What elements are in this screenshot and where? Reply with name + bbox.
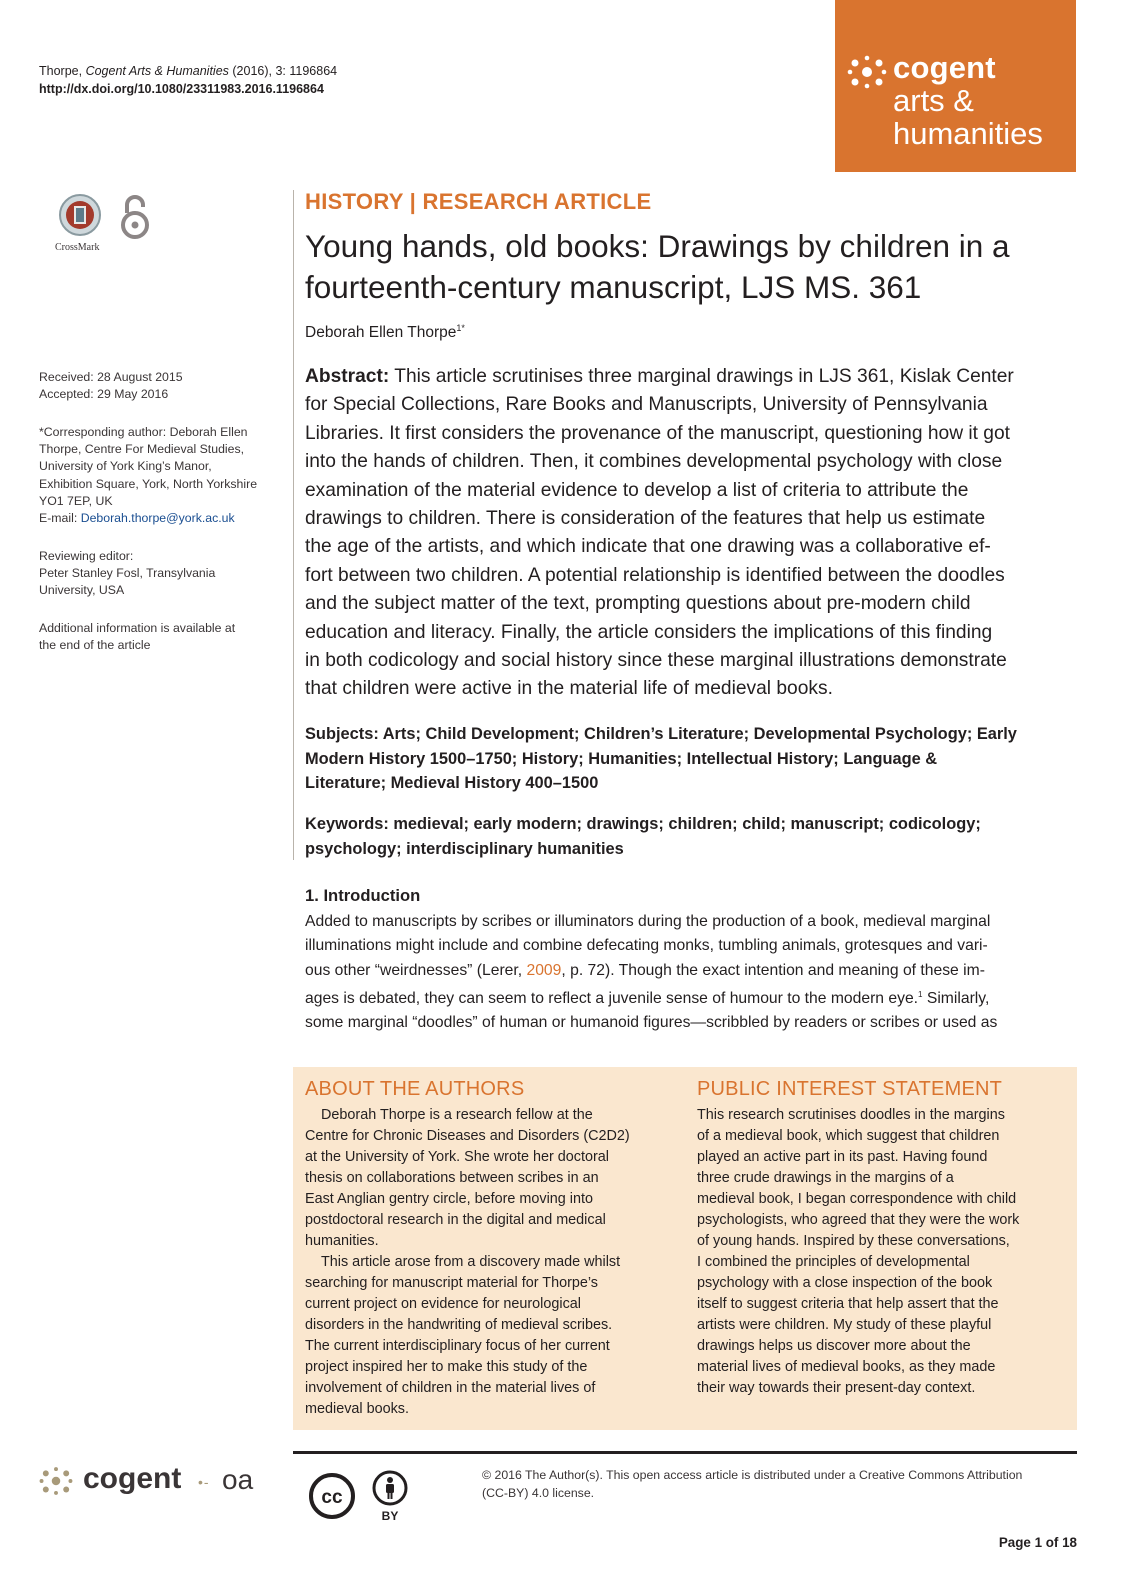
introduction-text (305, 910, 1076, 1036)
abstract-line: for Special Collections, Rare Books and Manuscripts, University of Pennsylvania (305, 394, 988, 416)
email-label: E-mail: (39, 511, 81, 526)
citation-block (39, 62, 337, 98)
abstract-line: Abstract: This article scrutinises three marginal drawings in LJS 361, Kislak Center (305, 366, 1014, 387)
svg-text:cc: cc (321, 1487, 343, 1508)
abstract-line: into the hands of children. Then, it combines developmental psychology with close (305, 451, 1003, 473)
corresponding-line: Thorpe, Centre For Medieval Studies, (39, 442, 245, 457)
abstract-line: education and literacy. Finally, the article considers the implications of this finding (305, 621, 993, 643)
title-line: Young hands, old books: Drawings by children in a (305, 228, 1010, 264)
abstract-line: drawings to children. There is consideration of the features that help us estimate (305, 508, 986, 530)
public-interest (697, 1077, 1049, 1399)
person-icon (372, 1470, 408, 1506)
subjects (305, 722, 1070, 796)
cogent-dots-icon (39, 1466, 73, 1496)
license-text: © 2016 The Author(s). This open access article is distributed under a Creative Commons Attribution (CC-BY) 4.0 license. (482, 1468, 1023, 1500)
logo-suffix: oa (222, 1464, 254, 1495)
intro-line: some marginal “doodles” of human or humanoid figures—scribbled by readers or scribes or used as (305, 1014, 998, 1032)
creative-commons-icon[interactable] (308, 1472, 356, 1520)
open-access-icon (118, 193, 152, 241)
corresponding-line: University of York King’s Manor, (39, 459, 212, 474)
abstract-line: examination of the material evidence to develop a list of criteria to attribute the (305, 479, 969, 501)
author-name[interactable]: Deborah Ellen Thorpe (305, 324, 457, 342)
subjects-line: Subjects: Arts; Child Development; Children’s Literature; Developmental Psychology; Early (305, 725, 1017, 743)
abstract-line: and the subject matter of the text, prompting questions about pre-modern child (305, 593, 971, 615)
abstract-line: Libraries. It first considers the provenance of the manuscript, questioning how it got (305, 422, 1010, 444)
keywords-line: Keywords: medieval; early modern; drawings; children; child; manuscript; codicology; (305, 815, 981, 833)
citation-line: Thorpe, Cogent Arts & Humanities (2016), 3: 1196864 (39, 64, 338, 78)
additional-info-block (39, 620, 279, 654)
brand-word: cogent (893, 50, 996, 85)
abstract-line: in both codicology and social history since these marginal illustrations demonstrate (305, 650, 1007, 672)
article-category: HISTORY | RESEARCH ARTICLE (305, 189, 652, 214)
about-authors-text: Deborah Thorpe is a research fellow at the Centre for Chronic Diseases and Disorders (C2D2) at the University of York. She wrote her doctoral thesis on collaborations between scribes in an East Anglian gentry circle, before moving into postdoctoral research in the digital and medical humanities. This article arose from a discovery made whilst searching for manuscript material for Thorpe’s current project on evidence for neurological disorders in the handwriting of medieval scribes. The current interdisciplinary focus of her current project inspired her to make this study of the involvement of children in the material lives of medieval books. (305, 1107, 630, 1417)
author-line (305, 323, 1080, 342)
email-line (39, 510, 279, 527)
journal-brand-box (835, 0, 1076, 172)
by-label: BY (381, 1509, 399, 1523)
email-link[interactable]: Deborah.thorpe@york.ac.uk (80, 511, 235, 526)
logo-word: cogent (83, 1462, 182, 1495)
abstract (305, 363, 1070, 704)
page-number: Page 1 of 18 (998, 1535, 1077, 1550)
dates-block (39, 369, 279, 403)
cogent-dots-icon (847, 55, 887, 89)
corresponding-line: *Corresponding author: Deborah Ellen (39, 425, 248, 439)
brand-subtitle-2: humanities (893, 116, 1043, 151)
reviewing-editor-label: Reviewing editor: (39, 549, 134, 563)
subjects-line: Literature; Medieval History 400–1500 (305, 774, 599, 792)
additional-info-line: Additional information is available at (39, 621, 236, 635)
crossmark-label: CrossMark (55, 242, 100, 253)
reviewing-editor-line: Peter Stanley Fosl, Transylvania (39, 566, 216, 581)
keywords (305, 812, 1070, 861)
accepted-date: Accepted: 29 May 2016 (39, 387, 169, 402)
crossmark-badge (55, 193, 109, 239)
keywords-line: psychology; interdisciplinary humanities (305, 839, 624, 858)
additional-info-line: the end of the article (39, 638, 151, 653)
article-title (305, 226, 1080, 308)
reviewing-editor-block (39, 548, 279, 600)
corresponding-author-block (39, 424, 279, 527)
abstract-line: the age of the artists, and which indicate that one drawing was a collaborative ef- (305, 536, 991, 558)
cogent-oa-logo (39, 1462, 269, 1502)
footnote-marker[interactable]: 1 (918, 989, 923, 999)
reviewing-editor-line: University, USA (39, 583, 125, 598)
abstract-line: fort between two children. A potential relationship is identified between the doodles (305, 564, 1005, 586)
author-affiliation-mark: 1* (456, 323, 465, 333)
brand-subtitle-1: arts & (893, 83, 974, 118)
logo-connector: •- (198, 1474, 210, 1490)
intro-line: illuminations might include and combine defecating monks, tumbling animals, grotesques and vari- (305, 937, 988, 955)
abstract-line: that children were active in the material life of medieval books. (305, 678, 833, 700)
info-box (293, 1067, 1077, 1430)
corresponding-line: Exhibition Square, York, North Yorkshire (39, 476, 258, 491)
about-authors-heading: ABOUT THE AUTHORS (305, 1078, 525, 1100)
section-heading: 1. Introduction (305, 886, 421, 905)
column-divider (293, 190, 294, 860)
intro-line: Added to manuscripts by scribes or illuminators during the production of a book, medieval marginal (305, 913, 991, 930)
public-interest-text: This research scrutinises doodles in the margins of a medieval book, which suggest that children played an active part in its past. Having found three crude drawings in the margins of a medieval book, I began correspondence with child psychologists, who agreed that they were the work of young hands. Inspired by these conversations, I combined the principles of developmental psychology with a close inspection of the book itself to suggest criteria that help assert that the artists were children. My study of these playful drawings helps us discover more about the material lives of medieval books, as they made their way towards their present-day context. (697, 1107, 1020, 1396)
attribution-by-icon[interactable] (372, 1470, 408, 1523)
subjects-line: Modern History 1500–1750; History; Humanities; Intellectual History; Language & (305, 749, 938, 768)
doi-link[interactable]: http://dx.doi.org/10.1080/23311983.2016.1196864 (39, 82, 324, 96)
public-interest-heading: PUBLIC INTEREST STATEMENT (697, 1078, 1003, 1100)
title-line: fourteenth-century manuscript, LJS MS. 361 (305, 269, 922, 305)
journal-name: Cogent Arts & Humanities (85, 64, 229, 78)
intro-line: ages is debated, they can seem to reflect a juvenile sense of humour to the modern eye.$^1$ Similarly, (305, 989, 990, 1008)
abstract-label: Abstract: (305, 366, 390, 387)
citation-link[interactable]: 2009 (526, 961, 562, 979)
intro-line: ous other “weirdnesses” (Lerer, 2009, p. 72). Though the exact intention and meaning of these im- (305, 961, 985, 979)
crossmark-icon[interactable] (55, 193, 109, 253)
received-date: Received: 28 August 2015 (39, 370, 183, 384)
about-authors (305, 1077, 657, 1420)
corresponding-line: YO1 7EP, UK (39, 493, 113, 508)
footer-rule (293, 1451, 1077, 1454)
